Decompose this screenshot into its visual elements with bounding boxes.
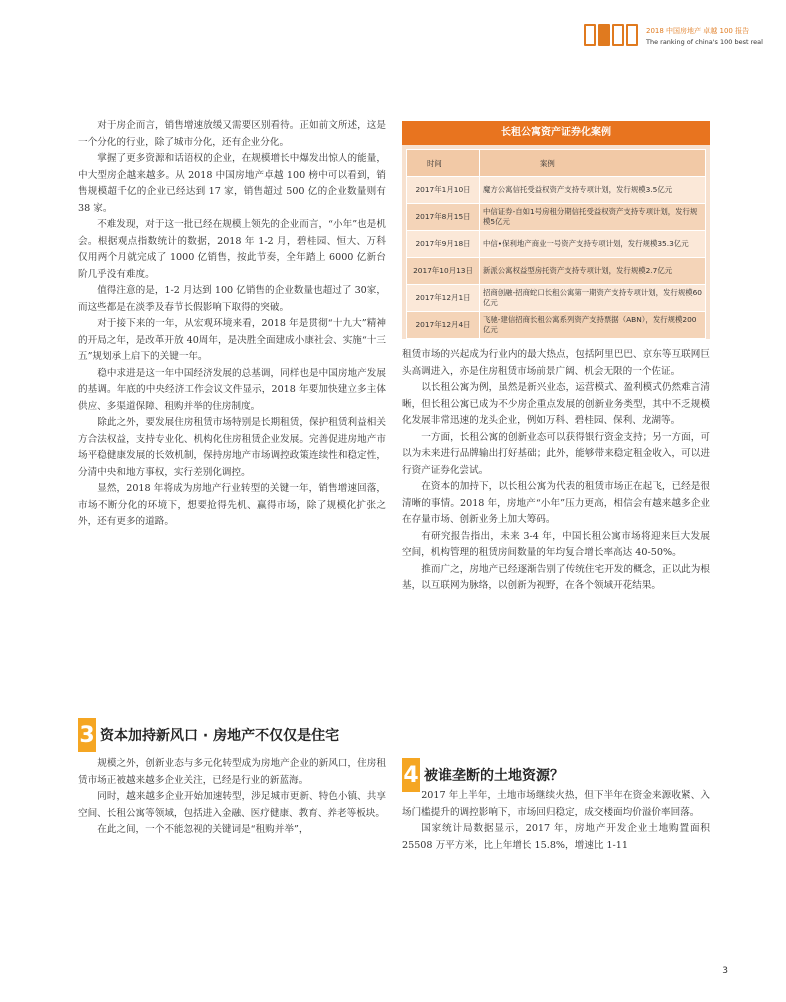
- table-cell-case: 新派公寓权益型房托资产支持专项计划，发行规模2.7亿元: [480, 258, 706, 285]
- table-header-case: 案例: [480, 150, 706, 177]
- paragraph: 2017 年上半年，土地市场继续火热，但下半年在资金来源收紧、入场门槛提升的调控影响下，市场回归稳定，成交楼面均价溢价率回落。: [402, 790, 710, 818]
- section-3-body: [78, 756, 386, 839]
- paragraph: 除此之外，要发展住房租赁市场特别是长期租赁，保护租赁利益相关方合法权益，支持专业化、机构化住房租赁企业发展。完善促进房地产市场平稳健康发展的长效机制，保持房地产市场调控政策连续性和稳定性，分清中央和地方事权，实行差别化调控。: [78, 417, 386, 478]
- table-row: [407, 285, 706, 312]
- section-number-badge: 3: [78, 718, 96, 752]
- report-logo-icon: [584, 24, 638, 48]
- section-3-heading: [78, 718, 339, 752]
- table-row: [407, 177, 706, 204]
- header-title-cn: 2018 中国房地产 卓越 100 报告: [646, 27, 750, 35]
- paragraph: 掌握了更多资源和话语权的企业，在规模增长中爆发出惊人的能量，中大型房企越来越多。从 2018 中国房地产卓越 100 榜中可以看到，销售规模超千亿的企业已经达到 17 家，销售超过 500 亿的企业数量则有 38 家。: [78, 153, 386, 214]
- table-row: [407, 312, 706, 339]
- paragraph: 对于接下来的一年，从宏观环境来看，2018 年是贯彻“十九大”精神的开局之年，是改革开放 40周年，是决胜全面建成小康社会、实施“十三五”规划承上启下的关键一年。: [78, 318, 386, 362]
- right-column-text: [402, 347, 710, 595]
- table-cell-date: 2017年10月13日: [407, 258, 480, 285]
- paragraph: 推而广之，房地产已经逐渐告别了传统住宅开发的概念，正以此为根基，以互联网为脉络，以创新为视野，在各个领域开花结果。: [402, 563, 710, 591]
- section-title: 资本加持新风口 · 房地产不仅仅是住宅: [100, 728, 340, 744]
- paragraph: 以长租公寓为例，虽然是新兴业态，运营模式、盈利模式仍然难言清晰，但长租公寓已成为不少房企重点发展的创新业务类型，其中不乏规模化发展非常迅速的龙头企业，例如万科、碧桂园、保利、龙湖等。: [402, 382, 710, 426]
- table-cell-date: 2017年1月10日: [407, 177, 480, 204]
- paragraph: 一方面，长租公寓的创新业态可以获得银行资金支持；另一方面，可以为未来进行品牌输出打好基础；此外，能够带来稳定租金收入，可以进行资产证券化尝试。: [402, 431, 710, 476]
- paragraph: 租赁市场的兴起成为行业内的最大热点，包括阿里巴巴、京东等互联网巨头高调进入，亦是住房租赁市场前景广阔、机会无限的一个佐证。: [402, 349, 710, 377]
- header-text: [646, 26, 763, 46]
- table-cell-case: 魔方公寓信托受益权资产支持专项计划，发行规模3.5亿元: [480, 177, 706, 204]
- paragraph: 对于房企而言，销售增速放缓又需要区别看待。正如前文所述，这是一个分化的行业，除了城市分化，还有企业分化。: [78, 120, 386, 148]
- page-number: 3: [722, 966, 728, 976]
- rental-abs-table: [406, 149, 706, 339]
- header-title-en: The ranking of china's 100 best real: [646, 38, 763, 46]
- section-number-badge: 4: [402, 758, 420, 792]
- table-header-date: 时间: [407, 150, 480, 177]
- table-cell-case: 中信证券-自如1号房租分期信托受益权资产支持专项计划，发行规模5亿元: [480, 204, 706, 231]
- paragraph: 国家统计局数据显示，2017 年，房地产开发企业土地购置面积 25508 万平方米，比上年增长 15.8%，增速比 1-11: [402, 823, 710, 851]
- section-4-heading: [402, 758, 564, 792]
- table-cell-case: 飞驰-建信招商长租公寓系列资产支持票据（ABN），发行规模200亿元: [480, 312, 706, 339]
- paragraph: 在此之间，一个不能忽视的关键词是“租购并举”，: [97, 824, 309, 835]
- table-cell-case: 招商创融-招商蛇口长租公寓第一期资产支持专项计划，发行规模60亿元: [480, 285, 706, 312]
- table-header-row: [407, 150, 706, 177]
- paragraph: 在资本的加持下，以长租公寓为代表的租赁市场正在起飞，已经是很清晰的事情。2018 年，房地产“小年”压力更高，相信会有越来越多企业在存量市场、创新业务上加大筹码。: [402, 481, 710, 525]
- table-cell-date: 2017年9月18日: [407, 231, 480, 258]
- left-column-text: [78, 118, 386, 531]
- paragraph: 同时，越来越多企业开始加速转型，涉足城市更新、特色小镇、共享空间、长租公寓等领域，包括进入金融、医疗健康、教育、养老等板块。: [78, 791, 386, 819]
- paragraph: 有研究报告指出，未来 3-4 年，中国长租公寓市场将迎来巨大发展空间，机构管理的租赁房间数量的年均复合增长率高达 40-50%。: [402, 530, 710, 558]
- section-4-body: [402, 788, 710, 854]
- table-cell-date: 2017年12月4日: [407, 312, 480, 339]
- table-cell-case: 中信•保利地产商业一号资产支持专项计划，发行规模35.3亿元: [480, 231, 706, 258]
- paragraph: 不难发现，对于这一批已经在规模上领先的企业而言，“小年”也是机会。根据观点指数统计的数据，2018 年 1-2 月，碧桂园、恒大、万科仅用两个月就完成了 1000 亿销售，按此节奏，全年踏上 6000 亿新台阶几乎没有难度。: [78, 219, 386, 280]
- paragraph: 值得注意的是，1-2 月达到 100 亿销售的企业数量也超过了 30家，而这些都是在淡季及春节长假影响下取得的突破。: [78, 285, 386, 313]
- table-row: [407, 231, 706, 258]
- table-row: [407, 204, 706, 231]
- table-title: 长租公寓资产证券化案例: [402, 121, 710, 145]
- table-cell-date: 2017年8月15日: [407, 204, 480, 231]
- table-row: [407, 258, 706, 285]
- section-title: 被谁垄断的土地资源？: [424, 768, 564, 784]
- paragraph: 稳中求进是这一年中国经济发展的总基调，同样也是中国房地产发展的基调。年底的中央经济工作会议文件显示，2018 年要加快建立多主体供应、多渠道保障、租购并举的住房制度。: [78, 367, 386, 412]
- page-header: [504, 22, 764, 52]
- rental-abs-table-box: [402, 121, 710, 339]
- paragraph: 显然，2018 年将成为房地产行业转型的关键一年，销售增速回落，市场不断分化的环境下，想要抢得先机、赢得市场，除了规模化扩张之外，还有更多的道路。: [78, 483, 386, 527]
- paragraph: 规模之外，创新业态与多元化转型成为房地产企业的新风口，住房租赁市场正被越来越多企业关注，已经是行业的新蓝海。: [78, 758, 386, 786]
- table-cell-date: 2017年12月1日: [407, 285, 480, 312]
